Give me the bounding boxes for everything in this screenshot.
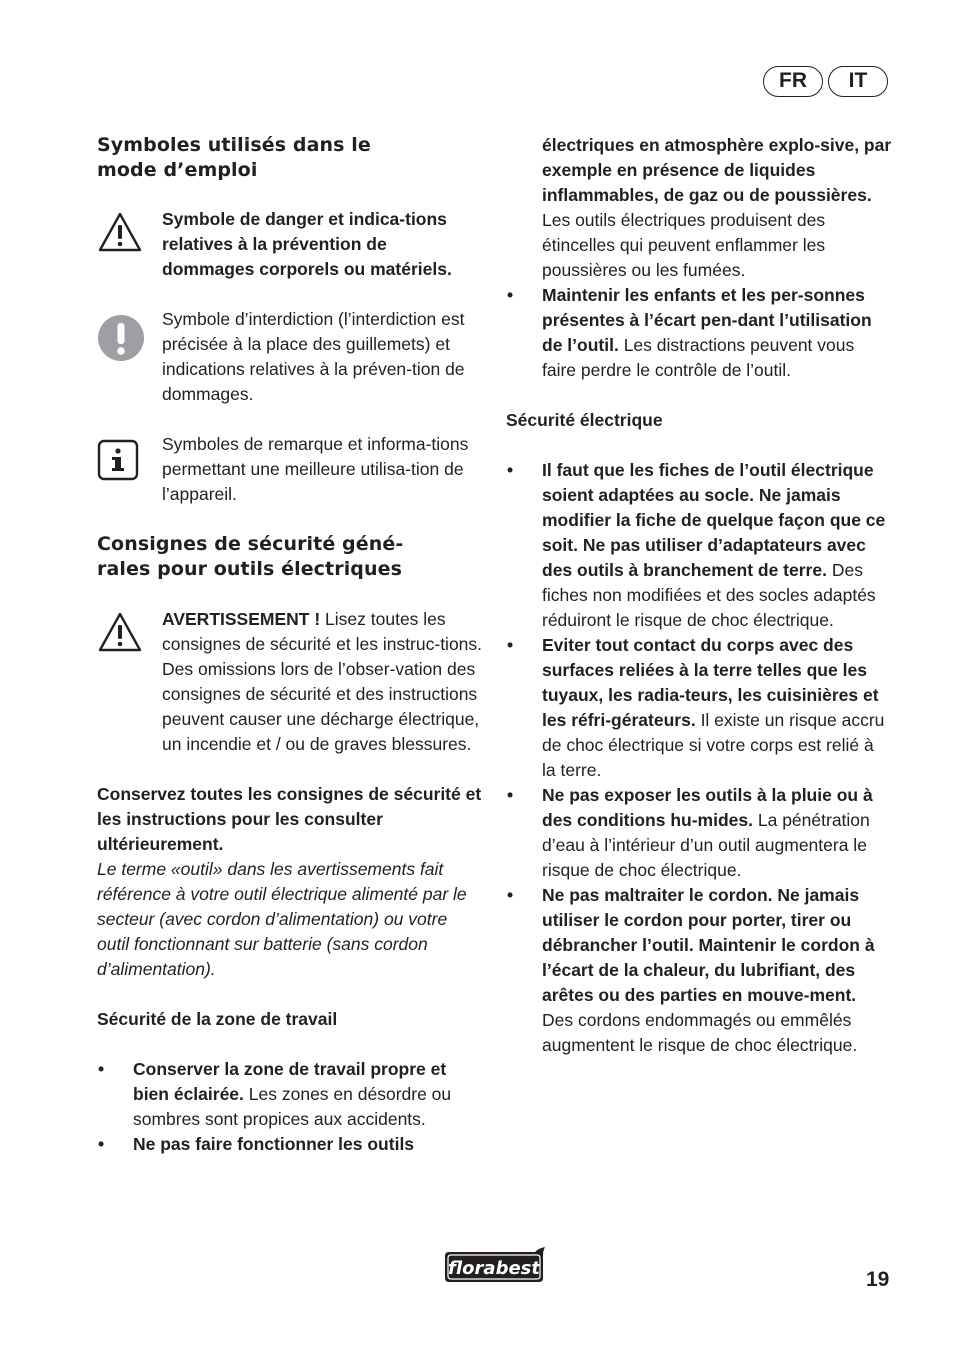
note-text: Symboles de remarque et informa-tions permettant une meilleure utilisa-tion de l’appareil. — [162, 434, 469, 504]
prohibition-symbol-row — [97, 307, 483, 407]
bullet-marker: • — [507, 460, 514, 480]
bullet-marker: • — [98, 1134, 105, 1154]
bullet-marker: • — [507, 885, 514, 905]
list-item — [506, 883, 892, 1058]
bullet-bold-text: Ne pas maltraiter le cordon. Ne jamais utiliser le cordon pour porter, tirer ou débrancher l’outil. Maintenir le cordon à l’écart de la chaleur, du lubrifiant, des arêtes ou des parties en mouve-ment. — [542, 885, 875, 1005]
work-area-heading: Sécurité de la zone de travail — [97, 1009, 338, 1029]
list-item — [97, 1057, 483, 1132]
brand-text: florabest — [448, 1258, 540, 1279]
right-column — [506, 133, 892, 1058]
bullet-text: Des fiches non modifiées et des socles adaptés réduiront le risque de choc électrique. — [542, 560, 876, 630]
symbols-heading-line-1: Symboles utilisés dans le — [97, 134, 371, 156]
bullet-marker: • — [507, 285, 514, 305]
warning-text: Lisez toutes les consignes de sécurité et les instruc-tions. Des omissions lors de l’obser-vation des consignes de sécurité et des instructions peuvent causer une décharge électrique, un incendie et / ou de graves blessures. — [162, 609, 483, 754]
symbols-heading-line-2: mode d’emploi — [97, 159, 258, 181]
tool-definition-text: Le terme «outil» dans les avertissements fait référence à votre outil électrique alimenté par le secteur (avec cordon d’alimentation) ou votre outil fonctionnant sur batterie (sans cordon d’alimentation). — [97, 859, 467, 979]
warning-row — [97, 607, 483, 757]
bullet-bold-text: Ne pas faire fonctionner les outils — [133, 1134, 415, 1154]
keep-instructions-text: Conservez toutes les consignes de sécurité et les instructions pour les consulter ultérieurement. — [97, 784, 482, 854]
info-icon — [97, 439, 139, 481]
list-item — [506, 283, 892, 383]
warning-triangle-icon — [97, 611, 143, 653]
electrical-safety-heading: Sécurité électrique — [506, 410, 663, 430]
note-symbol-row — [97, 432, 483, 507]
page-number: 19 — [866, 1268, 890, 1291]
bullet-bold-text: Maintenir les enfants et les per-sonnes présentes à l’écart pen-dant l’utilisation de l’outil. — [542, 285, 872, 355]
bullet-marker: • — [507, 785, 514, 805]
prohibition-icon — [97, 314, 145, 362]
list-item — [506, 633, 892, 783]
consignes-heading-line-2: rales pour outils électriques — [97, 558, 403, 580]
consignes-heading-line-1: Consignes de sécurité géné- — [97, 533, 404, 555]
bullet-text: Des cordons endommagés ou emmêlés augmentent le risque de choc électrique. — [542, 1010, 858, 1055]
symbols-heading — [97, 133, 483, 183]
prohibition-text: Symbole d’interdiction (l’interdiction est précisée à la place des guillemets) et indications relatives à la préven-tion de dommages. — [162, 309, 465, 404]
list-item — [506, 783, 892, 883]
danger-text: Symbole de danger et indica-tions relatives à la prévention de dommages corporels ou matériels. — [162, 209, 452, 279]
warning-label: AVERTISSEMENT ! — [162, 609, 321, 629]
language-badge-it: IT — [828, 66, 888, 97]
bullet-text: La pénétration d’eau à l’intérieur d’un outil augmentera le risque de choc électrique. — [542, 810, 870, 880]
bullet-marker: • — [98, 1059, 105, 1079]
bullet-bold-text: Il faut que les fiches de l’outil électrique soient adaptées au socle. Ne jamais modifier la fiche de quelque façon que ce soit. Ne pas utiliser d’adaptateurs avec des outils à branchement de terre. — [542, 460, 886, 580]
bullet-bold-text: Eviter tout contact du corps avec des surfaces reliées à la terre telles que les tuyaux, les radia-teurs, les cuisinières et les réfri-gérateurs. — [542, 635, 879, 730]
bullet-bold-text: Conserver la zone de travail propre et bien éclairée. — [133, 1059, 447, 1104]
bullet-bold-text: Ne pas exposer les outils à la pluie ou à des conditions hu-mides. — [542, 785, 873, 830]
list-item-continued — [506, 133, 892, 283]
danger-symbol-row — [97, 207, 483, 282]
list-item — [506, 458, 892, 633]
list-item — [97, 1132, 483, 1157]
bullet-text: Les zones en désordre ou sombres sont propices aux accidents. — [133, 1084, 452, 1129]
consignes-heading — [97, 532, 483, 582]
bullet-bold-text: électriques en atmosphère explo-sive, par exemple en présence de liquides inflammables, de gaz ou de poussières. — [542, 135, 892, 205]
bullet-text: Les outils électriques produisent des étincelles qui peuvent enflammer les poussières ou les fumées. — [542, 210, 826, 280]
left-column — [97, 133, 483, 1157]
florabest-logo — [439, 1247, 551, 1287]
bullet-text: Il existe un risque accru de choc électrique si votre corps est relié à la terre. — [542, 710, 885, 780]
bullet-text: Les distractions peuvent vous faire perdre le contrôle de l’outil. — [542, 335, 855, 380]
bullet-marker: • — [507, 635, 514, 655]
language-badge-fr: FR — [763, 66, 823, 97]
warning-triangle-icon — [97, 211, 143, 253]
